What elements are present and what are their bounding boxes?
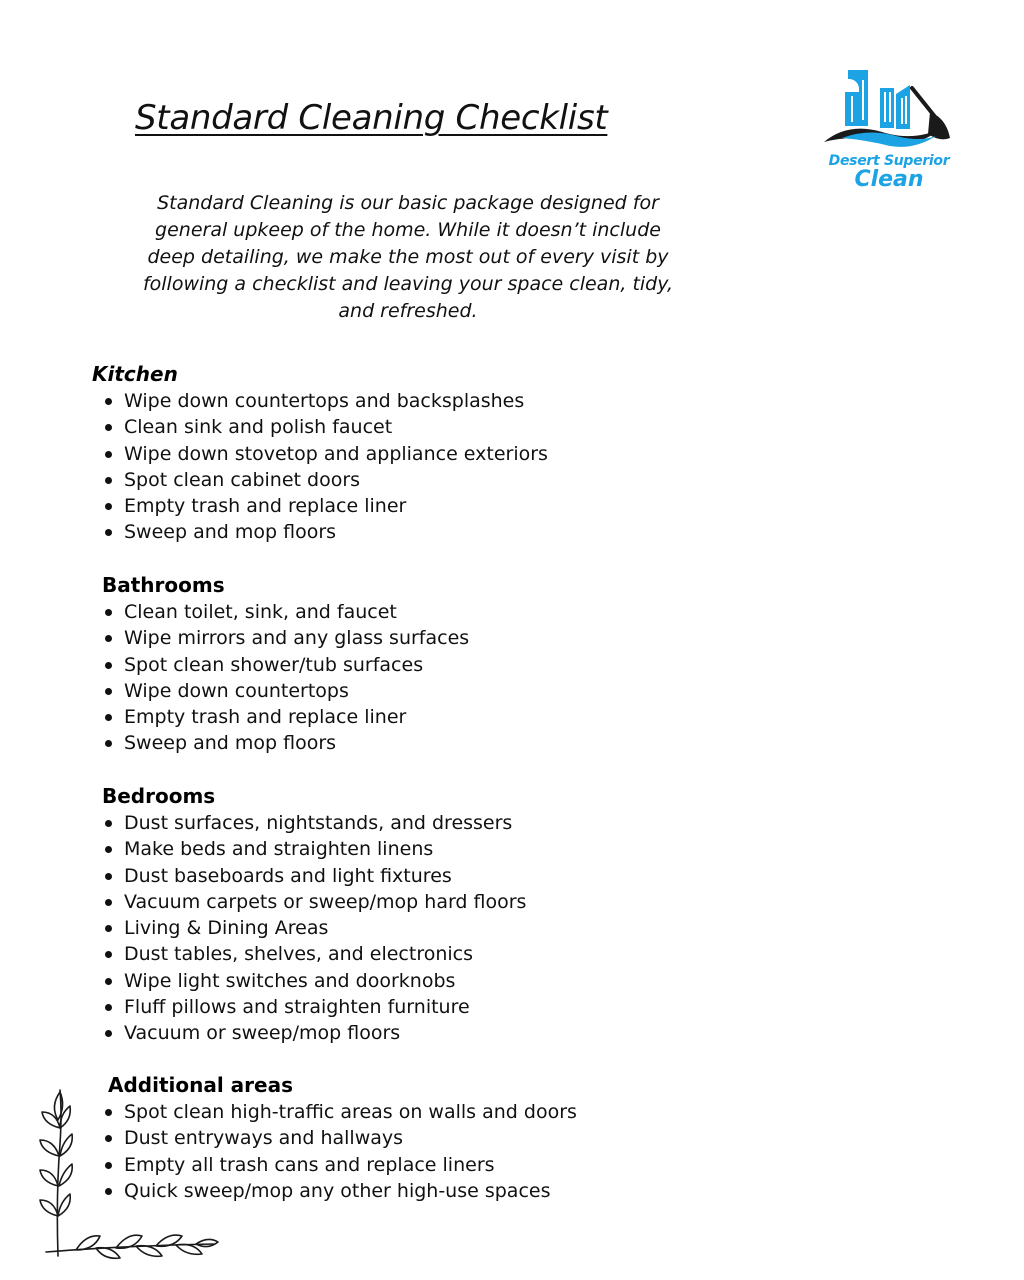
list-item: Empty trash and replace liner (0, 704, 720, 730)
list-item: Sweep and mop floors (0, 730, 720, 756)
leaf-branch-icon (36, 1084, 226, 1260)
section-bedrooms (0, 782, 720, 1047)
intro-paragraph: Standard Cleaning is our basic package designed for general upkeep of the home. While it doesn’t include deep detailing, we make the most out of every visit by following a checklist and leaving your space clean, tidy, and refreshed. (142, 192, 674, 322)
section-heading: Bathrooms (102, 573, 225, 597)
list-item: Dust tables, shelves, and electronics (0, 941, 720, 967)
logo-name-line2: Clean (854, 167, 924, 192)
list-item: Clean toilet, sink, and faucet (0, 599, 720, 625)
list-item: Empty trash and replace liner (0, 493, 720, 519)
city-skyline-broom-icon (818, 66, 960, 158)
logo-name-line1: Desert Superior (828, 153, 950, 169)
section-heading: Additional areas (108, 1073, 293, 1097)
page-title: Standard Cleaning Checklist (135, 98, 608, 138)
list-item: Wipe light switches and doorknobs (0, 968, 720, 994)
list-item: Clean sink and polish faucet (0, 414, 720, 440)
list-item: Vacuum or sweep/mop floors (0, 1020, 720, 1046)
list-item: Wipe mirrors and any glass surfaces (0, 625, 720, 651)
list-item: Dust entryways and hallways (0, 1125, 720, 1151)
section-heading: Kitchen (92, 362, 178, 386)
list-item: Spot clean cabinet doors (0, 467, 720, 493)
list-item: Dust surfaces, nightstands, and dressers (0, 810, 720, 836)
list-item: Vacuum carpets or sweep/mop hard floors (0, 889, 720, 915)
section-kitchen (0, 360, 720, 546)
list-item: Quick sweep/mop any other high-use spaces (0, 1178, 720, 1204)
list-item: Living & Dining Areas (0, 915, 720, 941)
list-item: Spot clean shower/tub surfaces (0, 652, 720, 678)
list-item: Wipe down countertops (0, 678, 720, 704)
checklist-kitchen (0, 388, 720, 546)
list-item: Dust baseboards and light fixtures (0, 863, 720, 889)
list-item: Wipe down countertops and backsplashes (0, 388, 720, 414)
company-logo (818, 66, 960, 194)
list-item: Empty all trash cans and replace liners (0, 1152, 720, 1178)
list-item: Wipe down stovetop and appliance exteriors (0, 441, 720, 467)
list-item: Fluff pillows and straighten furniture (0, 994, 720, 1020)
section-bathrooms (0, 571, 720, 757)
checklist-bathrooms (0, 599, 720, 757)
list-item: Spot clean high-traffic areas on walls and doors (0, 1099, 720, 1125)
section-heading: Bedrooms (102, 784, 216, 808)
list-item: Sweep and mop floors (0, 519, 720, 545)
checklist-bedrooms (0, 810, 720, 1047)
list-item: Make beds and straighten linens (0, 836, 720, 862)
